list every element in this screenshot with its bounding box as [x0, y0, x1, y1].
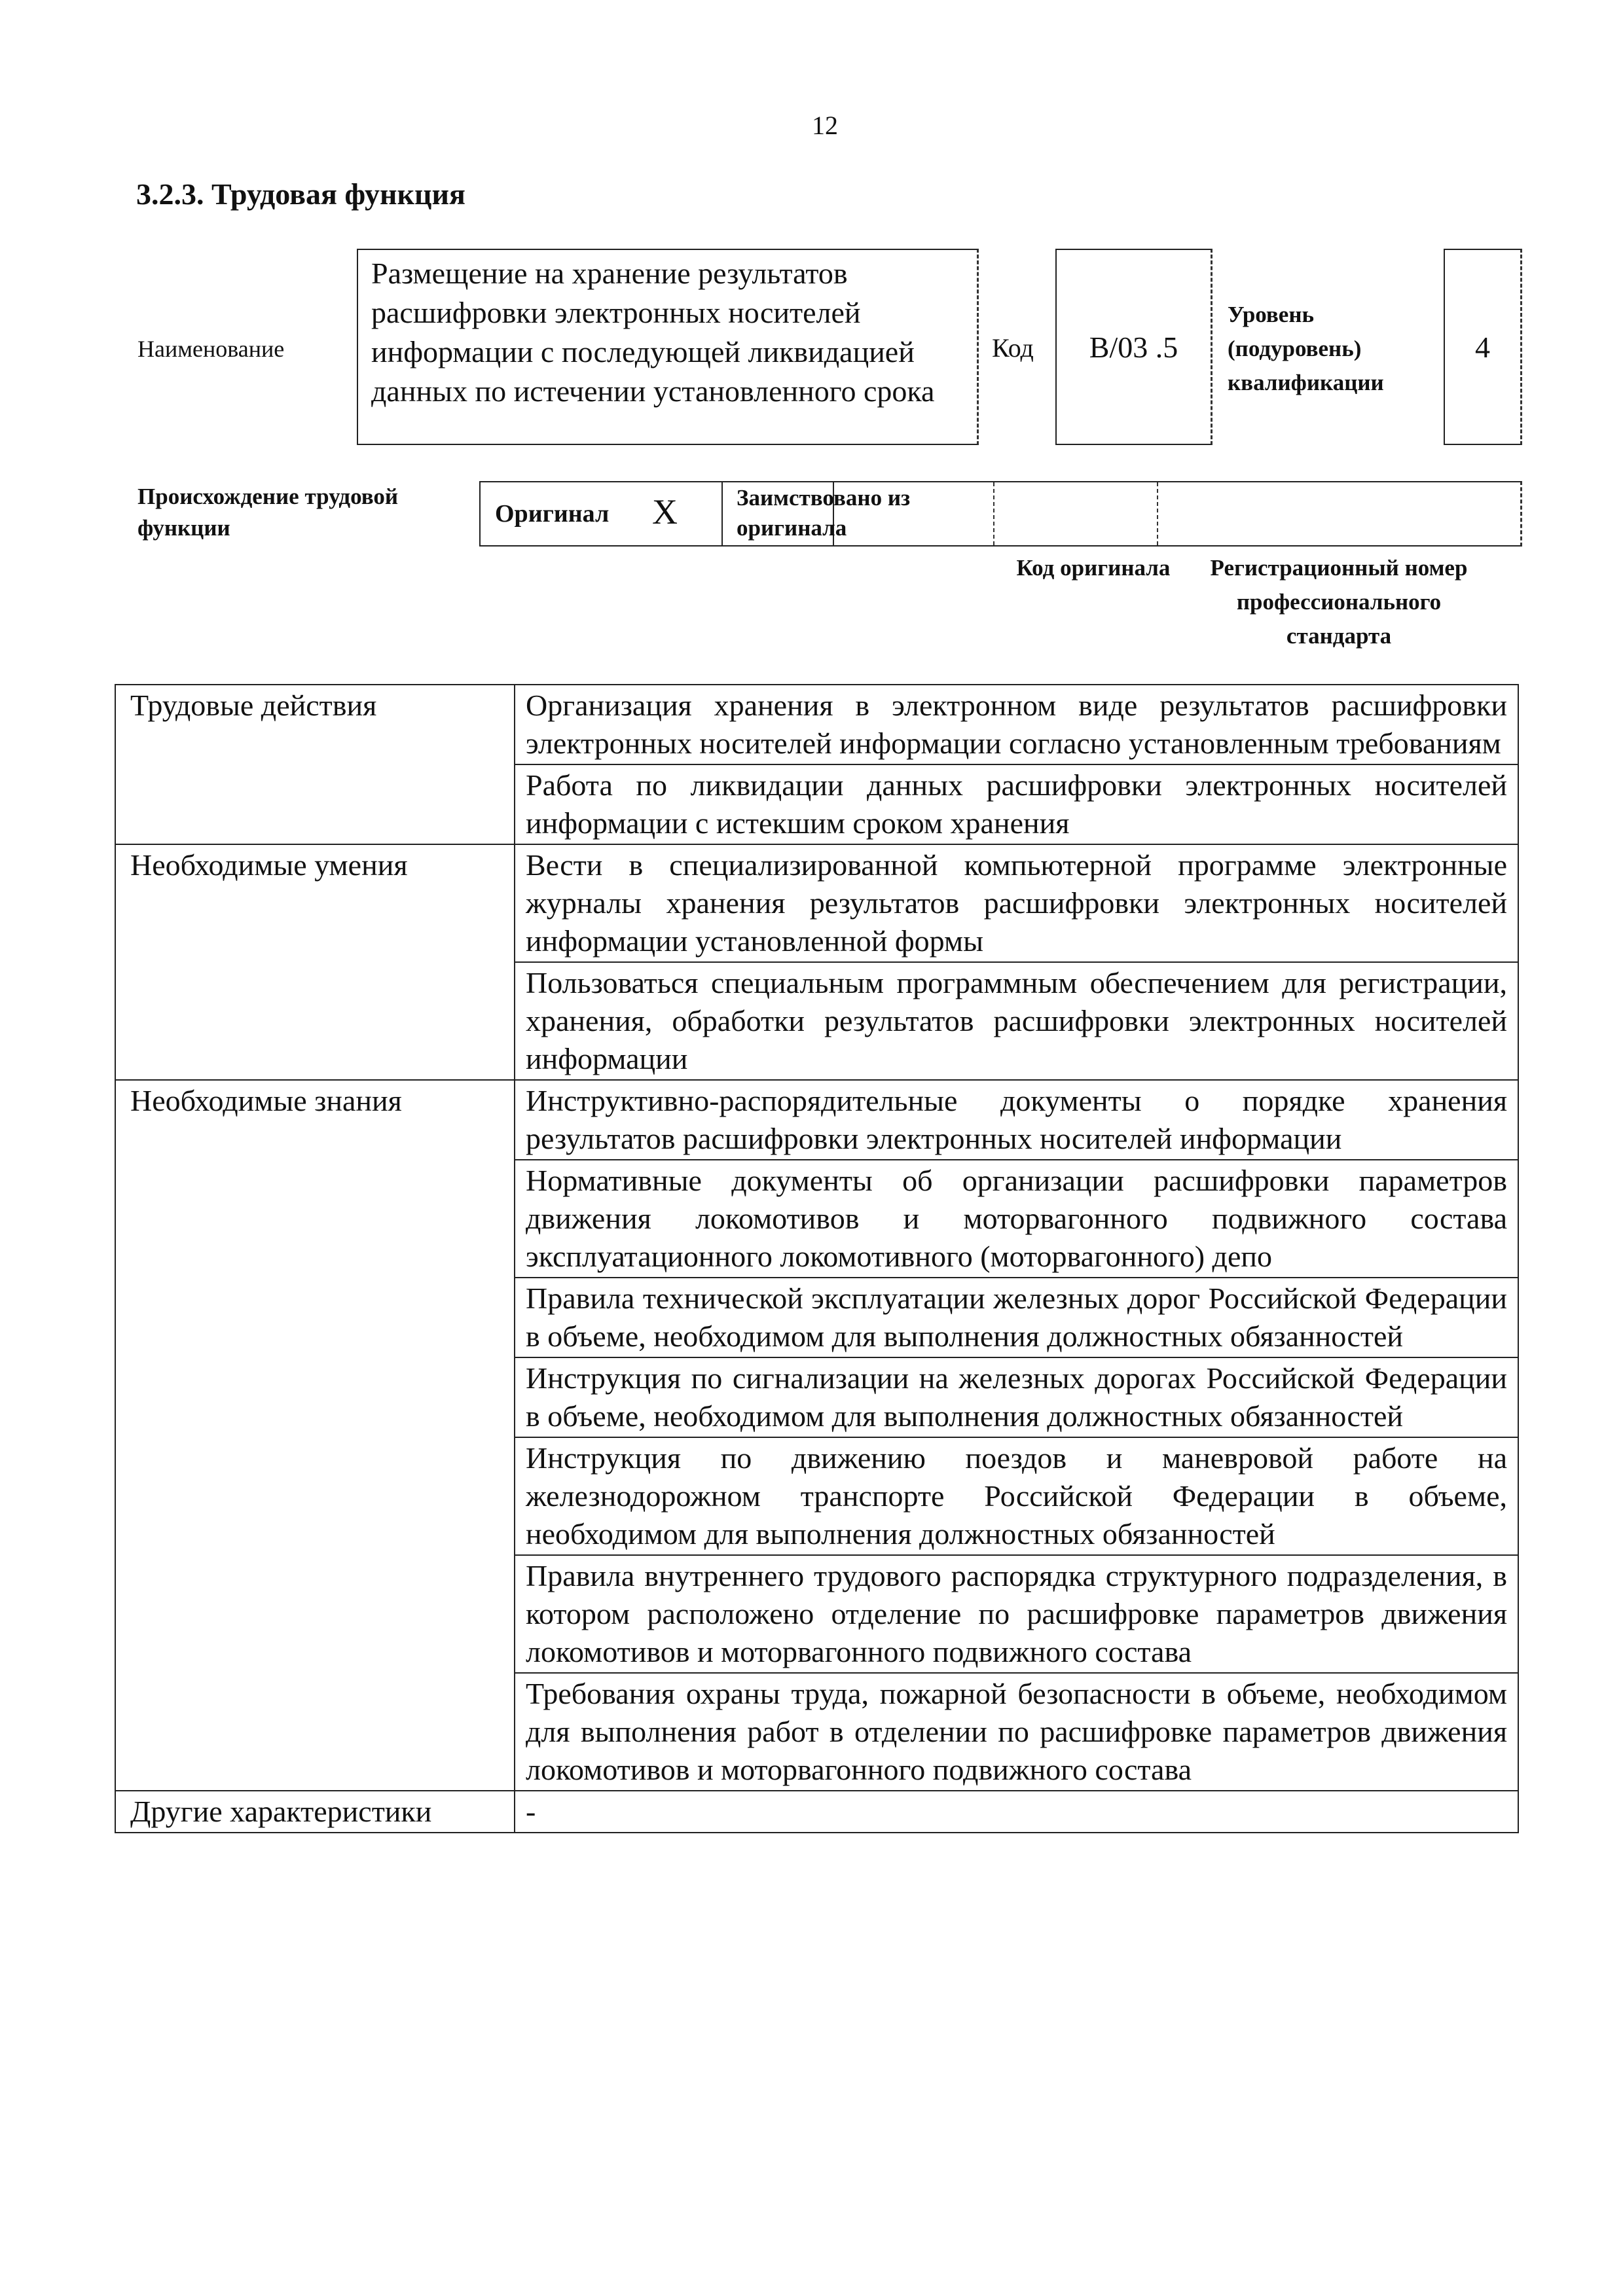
code-value-box — [1055, 249, 1213, 445]
category-other-characteristics: Другие характеристики — [115, 1791, 515, 1833]
table-cell: Требования охраны труда, пожарной безопасности в объеме, необходимом для выполнения работ в отделении по расшифровке параметров движения локомотивов и моторвагонного подвижного состава — [515, 1673, 1518, 1791]
table-row — [115, 1080, 1518, 1160]
table-row — [115, 1791, 1518, 1833]
section-title: 3.2.3. Трудовая функция — [136, 177, 465, 211]
table-cell: Инструктивно-распорядительные документы о порядке хранения результатов расшифровки электронных носителей информации — [515, 1080, 1518, 1160]
table-cell: Инструкция по сигнализации на железных дорогах Российской Федерации в объеме, необходимом для выполнения должностных обязанностей — [515, 1357, 1518, 1437]
table-cell: Вести в специализированной компьютерной программе электронные журналы хранения результатов расшифровки электронных носителей информации установленной формы — [515, 844, 1518, 962]
page-number: 12 — [812, 111, 838, 140]
category-required-skills: Необходимые умения — [115, 844, 515, 1080]
category-labor-actions: Трудовые действия — [115, 685, 515, 844]
table-cell: Нормативные документы об организации расшифровки параметров движения локомотивов и моторвагонного подвижного состава эксплуатационного локомотивного (моторвагонного) депо — [515, 1160, 1518, 1278]
origin-row — [479, 481, 1522, 547]
origin-original-cell — [481, 482, 723, 545]
origin-label: Происхождение трудовой функции — [137, 484, 399, 541]
name-label: Наименование — [137, 336, 285, 362]
table-cell: Инструкция по движению поездов и маневровой работе на железнодорожном транспорте Российской Федерации в объеме, необходимом для выполнения должностных обязанностей — [515, 1437, 1518, 1555]
table-cell: - — [515, 1791, 1518, 1833]
category-required-knowledge: Необходимые знания — [115, 1080, 515, 1791]
code-label: Код — [992, 333, 1034, 363]
table-row — [115, 685, 1518, 764]
table-cell: Организация хранения в электронном виде результатов расшифровки электронных носителей информации согласно установленным требованиям — [515, 685, 1518, 764]
table-cell: Правила технической эксплуатации железных дорог Российской Федерации в объеме, необходимом для выполнения должностных обязанностей — [515, 1278, 1518, 1357]
function-name-value: Размещение на хранение результатов расшифровки электронных носителей информации с последующей ликвидацией данных по истечении установленного срока — [357, 249, 979, 445]
qualification-level-label: Уровень (подуровень) квалификации — [1228, 302, 1384, 395]
origin-reg-number-cell — [994, 482, 1158, 545]
borrowed-label: Заимствовано из оригинала — [737, 485, 911, 541]
table-cell: Работа по ликвидации данных расшифровки электронных носителей информации с истекшим сроком хранения — [515, 764, 1518, 844]
original-code-caption: Код оригинала — [1016, 555, 1171, 581]
table-row — [115, 844, 1518, 962]
reg-number-caption: Регистрационный номер профессионального стандарта — [1210, 555, 1468, 649]
original-label: Оригинал — [495, 500, 610, 528]
qualification-level-box — [1444, 249, 1522, 445]
labor-function-table — [115, 684, 1519, 1833]
table-cell: Пользоваться специальным программным обеспечением для регистрации, хранения, обработки результатов расшифровки электронных носителей информации — [515, 962, 1518, 1080]
qualification-level-value: 4 — [1475, 330, 1490, 364]
table-cell: Правила внутреннего трудового распорядка структурного подразделения, в котором расположено отделение по расшифровке параметров движения локомотивов и моторвагонного подвижного состава — [515, 1555, 1518, 1673]
original-mark: X — [652, 492, 678, 531]
code-value: B/03 .5 — [1089, 330, 1178, 364]
